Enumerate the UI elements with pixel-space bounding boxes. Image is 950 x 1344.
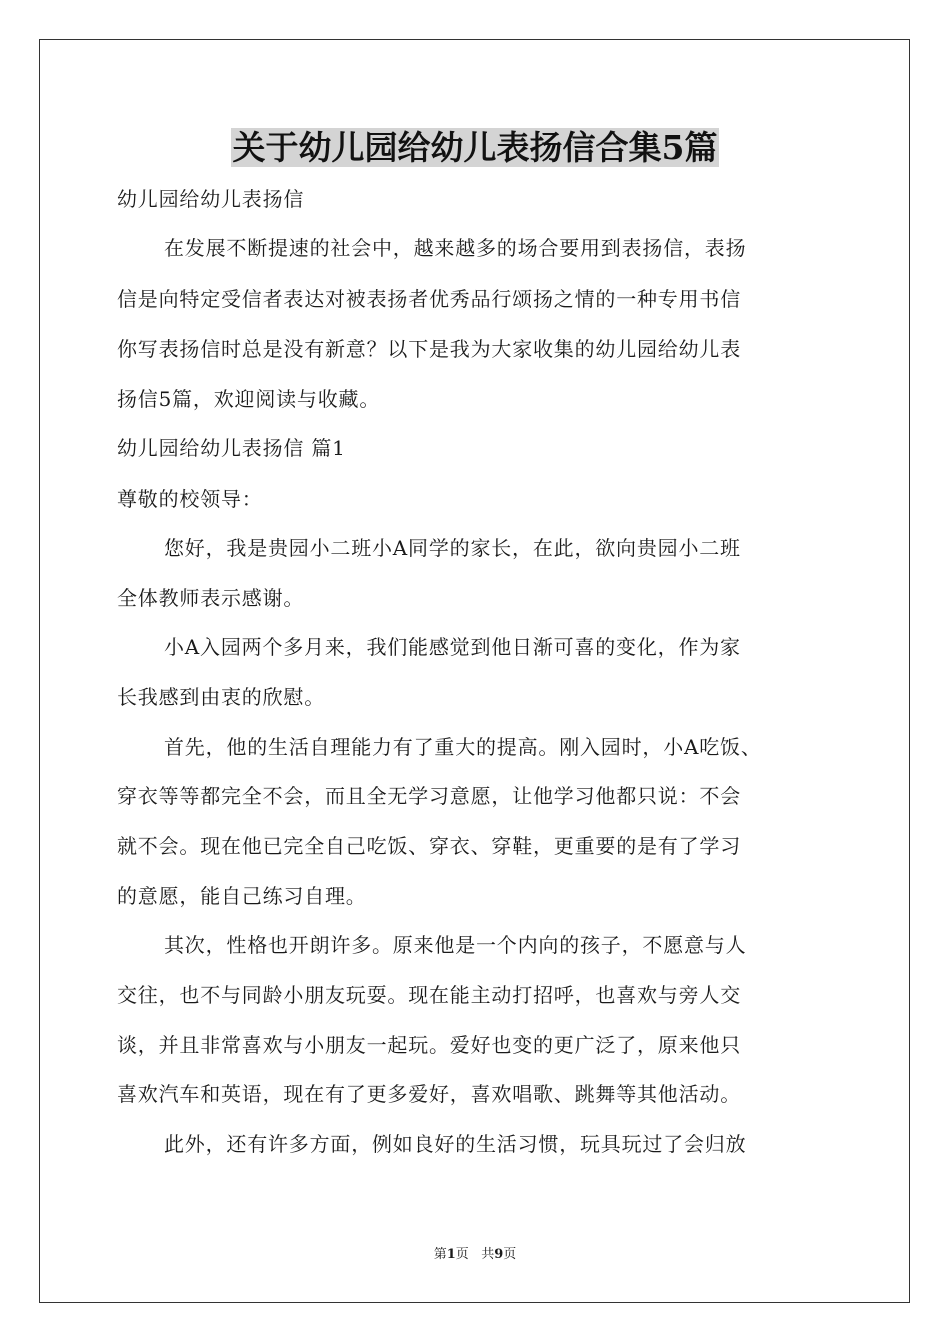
document-title-text: 关于幼儿园给幼儿表扬信合集5篇	[232, 128, 718, 167]
text-line-11: 长我感到由衷的欣慰。	[117, 685, 325, 709]
text-line-15: 的意愿，能自己练习自理。	[117, 884, 367, 908]
text-line-7: 尊敬的校领导：	[117, 487, 263, 511]
text-line-10: 小A入园两个多月来，我们能感觉到他日渐可喜的变化，作为家	[164, 635, 741, 659]
text-line-3: 信是向特定受信者表达对被表扬者优秀品行颂扬之情的一种专用书信	[117, 287, 741, 311]
text-line-18: 谈，并且非常喜欢与小朋友一起玩。爱好也变的更广泛了，原来他只	[117, 1033, 741, 1057]
footer-total-prefix: 共	[481, 1247, 495, 1262]
footer-page-prefix: 第	[433, 1247, 447, 1262]
text-line-16: 其次，性格也开朗许多。原来他是一个内向的孩子，不愿意与人	[164, 933, 747, 957]
footer-total-suffix: 页	[503, 1247, 517, 1262]
footer-page-number: 1	[446, 1247, 456, 1262]
text-line-1: 幼儿园给幼儿表扬信	[117, 187, 305, 211]
text-line-5: 扬信5篇，欢迎阅读与收藏。	[117, 387, 381, 411]
footer-total-number: 9	[494, 1247, 504, 1262]
text-line-4: 你写表扬信时总是没有新意？以下是我为大家收集的幼儿园给幼儿表	[117, 337, 741, 361]
page-border	[39, 39, 910, 1303]
text-line-8: 您好，我是贵园小二班小A同学的家长，在此，欲向贵园小二班	[164, 536, 741, 560]
text-line-12: 首先，他的生活自理能力有了重大的提高。刚入园时，小A吃饭、	[164, 735, 762, 759]
text-line-2: 在发展不断提速的社会中，越来越多的场合要用到表扬信，表扬	[164, 236, 747, 260]
text-line-20: 此外，还有许多方面，例如良好的生活习惯，玩具玩过了会归放	[164, 1132, 747, 1156]
document-title	[0, 126, 950, 170]
text-line-19: 喜欢汽车和英语，现在有了更多爱好，喜欢唱歌、跳舞等其他活动。	[117, 1082, 741, 1106]
text-line-17: 交往，也不与同龄小朋友玩耍。现在能主动打招呼，也喜欢与旁人交	[117, 983, 741, 1007]
text-line-9: 全体教师表示感谢。	[117, 586, 305, 610]
text-line-14: 就不会。现在他已完全自己吃饭、穿衣、穿鞋，更重要的是有了学习	[117, 834, 741, 858]
footer-page-suffix: 页	[455, 1247, 469, 1262]
text-line-6: 幼儿园给幼儿表扬信 篇1	[117, 436, 346, 460]
page-footer	[0, 1246, 950, 1264]
text-line-13: 穿衣等等都完全不会，而且全无学习意愿，让他学习他都只说：不会	[117, 784, 741, 808]
